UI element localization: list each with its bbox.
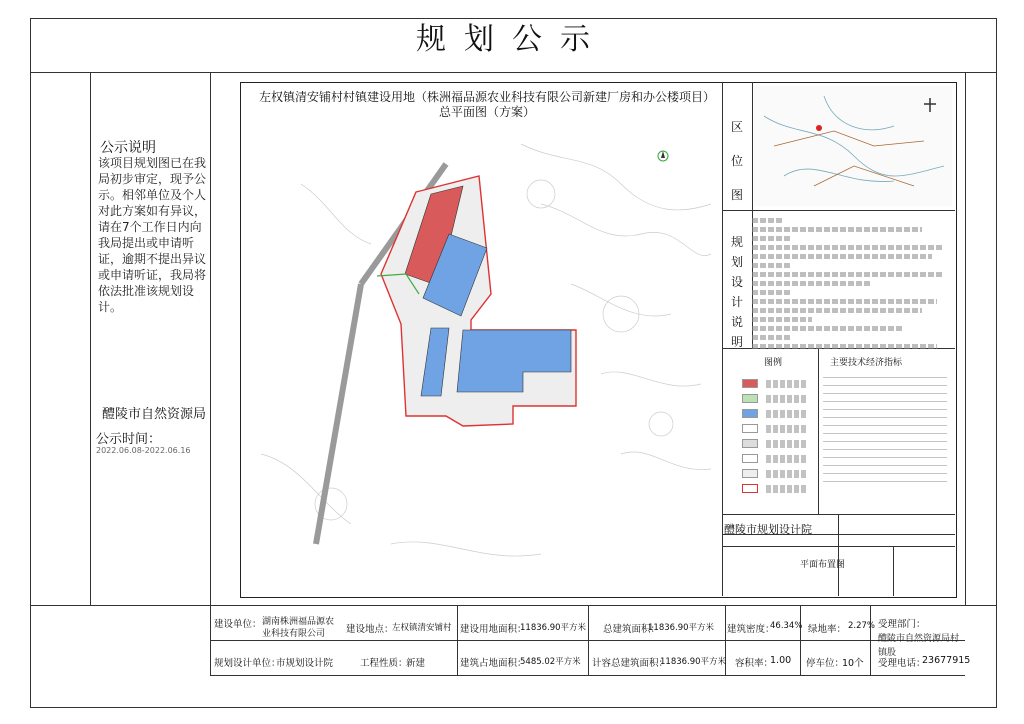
site-road-south: [316, 284, 361, 544]
plan-title-line1: 左权镇清安铺村村镇建设用地（株洲福品源农业科技有限公司新建厂房和办公楼项目）: [258, 90, 715, 104]
dept-label-text: 受理部门：: [878, 619, 926, 630]
bottom-col: [800, 605, 801, 675]
far-value: 1.00: [770, 655, 792, 666]
panel-row1: [722, 210, 955, 211]
bottom-col: [588, 605, 589, 675]
green-label: 绿地率：: [808, 624, 847, 635]
land-area-label: 建设用地面积：: [460, 624, 527, 635]
legend-row: [742, 391, 812, 405]
nature-label: 工程性质：: [360, 658, 408, 669]
title-divider: [30, 72, 996, 73]
location-label-divider: [752, 82, 753, 210]
panel-divider: [722, 82, 723, 596]
indicators-table: [823, 370, 947, 482]
developer-value-text: 湖南株洲福品源农业科技有限公司: [262, 617, 335, 639]
designer-value: 市规划设计院: [276, 658, 334, 669]
parking-value: 10个: [842, 658, 864, 669]
notice-title: 公示说明: [100, 140, 156, 156]
legend-title: 图例: [764, 358, 783, 368]
density-label: 建筑密度：: [727, 624, 775, 635]
total-floor-label: 总建筑面积：: [603, 624, 661, 635]
nature-value: 新建: [406, 658, 426, 669]
far-label: 容积率：: [735, 658, 774, 669]
far-area-value: 11836.90平方米: [660, 657, 727, 667]
legend-row: [742, 436, 812, 450]
legend-row: [742, 376, 812, 390]
legend-row: [742, 421, 812, 435]
total-floor-value: 11836.90平方米: [648, 623, 715, 633]
land-area-value: 11836.90平方米: [520, 623, 587, 633]
drawing-name: 平面布置图: [800, 560, 846, 570]
bottom-end-line: [210, 675, 965, 676]
design-notes-label: 规划设计说明: [730, 235, 743, 349]
publicity-time-label: 公示时间：: [96, 432, 162, 447]
bottom-col: [457, 605, 458, 675]
right-divider: [965, 72, 966, 605]
location-label: 建设地点：: [346, 624, 394, 635]
green-value: 2.27%: [848, 621, 876, 631]
bureau-name: 醴陵市自然资源局: [102, 407, 207, 422]
bottom-col: [870, 605, 871, 675]
left-divider: [90, 72, 91, 605]
design-notes-text: [752, 218, 950, 353]
legend-row: [742, 451, 812, 465]
north-arrow-icon: [658, 151, 668, 161]
footprint-value: 5485.02平方米: [520, 657, 581, 667]
phone-label: 受理电话：: [878, 658, 926, 669]
site-plan: [241, 124, 721, 594]
indicators-title: 主要技术经济指标: [830, 358, 903, 368]
developer-value: [262, 616, 340, 640]
bottom-divider: [30, 605, 996, 606]
page-title: 规划公示: [416, 22, 608, 57]
publicity-time-value: 2022.06.08-2022.06.16: [96, 446, 191, 455]
legend-row: [742, 466, 812, 480]
density-value: 46.34%: [770, 621, 803, 631]
legend-divider: [818, 348, 819, 514]
notice-divider: [210, 72, 211, 605]
parking-label: 停车位：: [806, 658, 845, 669]
legend-row: [742, 406, 812, 420]
titleblock-col: [893, 546, 894, 596]
plan-title-line2: 总平面图（方案）: [438, 105, 535, 119]
dept-label: [878, 616, 926, 630]
footprint-label: 建筑占地面积：: [460, 658, 527, 669]
location-map: [754, 86, 952, 206]
titleblock-col: [838, 514, 839, 596]
designer-label: 规划设计单位：: [214, 658, 281, 669]
institute-name: 醴陵市规划设计院: [724, 523, 812, 536]
developer-label: 建设单位：: [214, 619, 262, 630]
legend-row: [742, 481, 812, 495]
location-value: 左权镇清安铺村: [392, 623, 452, 633]
notice-body: 该项目规划图已在我局初步审定，现予公示。相邻单位及个人对此方案如有异议，请在7个工作日内向我局提出或申请听证，逾期不提出异议或申请听证，我局将依法批准该规划设计。: [98, 156, 207, 314]
phone-value: 23677915: [922, 655, 971, 666]
dept-value-text: 醴陵市自然资源局村镇股: [878, 634, 960, 658]
plan-title: [252, 90, 722, 120]
far-area-label: 计容总建筑面积：: [592, 658, 669, 669]
bottom-col: [210, 605, 211, 675]
location-label: 区位图: [730, 120, 743, 202]
project-location-marker: [816, 125, 822, 131]
